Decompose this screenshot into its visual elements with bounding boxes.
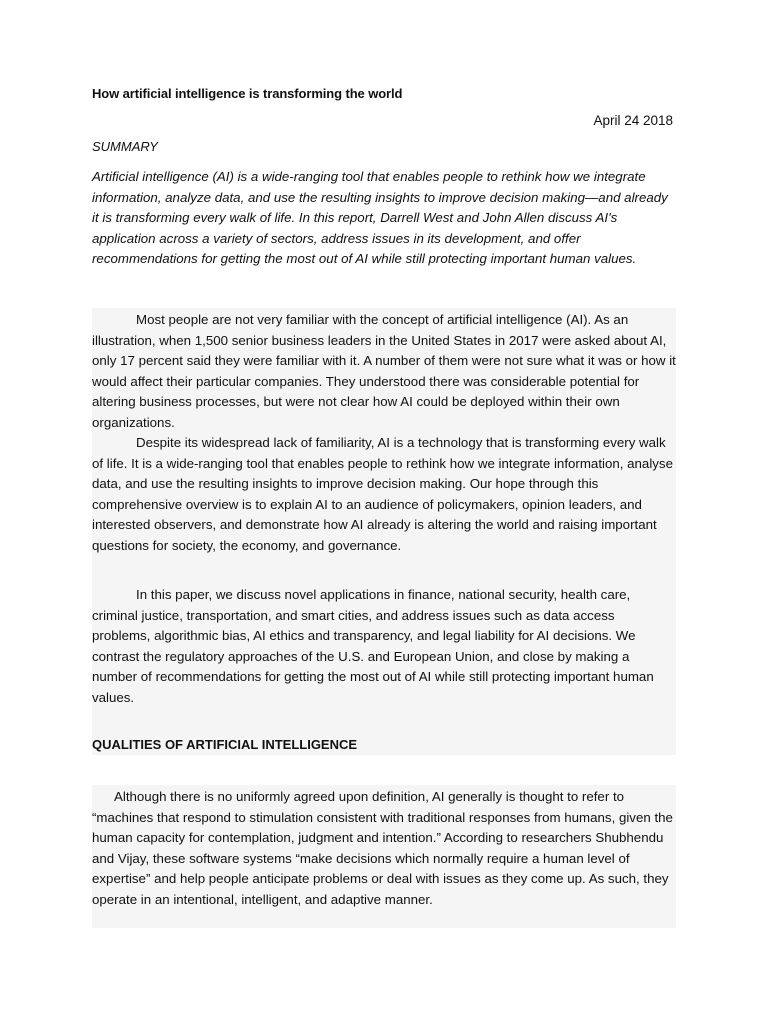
document-title: How artificial intelligence is transforming the world <box>92 86 403 101</box>
summary-label: SUMMARY <box>92 139 158 154</box>
document-date: April 24 2018 <box>593 113 673 128</box>
body-paragraph: Most people are not very familiar with the concept of artificial intelligence (AI). As an illustration, when 1,500 senior business leaders in the United States in 2017 were asked about AI, only 17 percent said they were familiar with it. A number of them were not sure what it was or how it would affect their particular companies. They understood there was considerable potential for altering business processes, but were not clear how AI could be deployed within their own organizations. <box>92 312 676 430</box>
body-paragraph: In this paper, we discuss novel applications in finance, national security, health care, criminal justice, transportation, and smart cities, and address issues such as data access problems, algorithmic bias, AI ethics and transparency, and legal liability for AI decisions. We contrast the regulatory approaches of the U.S. and European Union, and close by making a number of recommendations for getting the most out of AI while still protecting important human values. <box>92 587 654 705</box>
body-paragraph: Despite its widespread lack of familiarity, AI is a technology that is transforming every walk of life. It is a wide-ranging tool that enables people to rethink how we integrate information, analyse data, and use the resulting insights to improve decision making. Our hope through this comprehensive overview is to explain AI to an audience of policymakers, opinion leaders, and interested observers, and demonstrate how AI already is altering the world and raising important questions for society, the economy, and governance. <box>92 435 673 553</box>
summary-text: Artificial intelligence (AI) is a wide-ranging tool that enables people to rethink how we integrate information, analyze data, and use the resulting insights to improve decision making—and already it is transforming every walk of life. In this report, Darrell West and John Allen discuss AI's application across a variety of sectors, address issues in its development, and offer recommendations for getting the most out of AI while still protecting important human values. <box>92 169 668 266</box>
section-paragraph: Although there is no uniformly agreed upon definition, AI generally is thought to refer to “machines that respond to stimulation consistent with traditional responses from humans, given the human capacity for contemplation, judgment and intention.” According to researchers Shubhendu and Vijay, these software systems “make decisions which normally require a human level of expertise” and help people anticipate problems or deal with issues as they come up. As such, they operate in an intentional, intelligent, and adaptive manner. <box>92 789 673 907</box>
section-heading: QUALITIES OF ARTIFICIAL INTELLIGENCE <box>92 737 358 752</box>
